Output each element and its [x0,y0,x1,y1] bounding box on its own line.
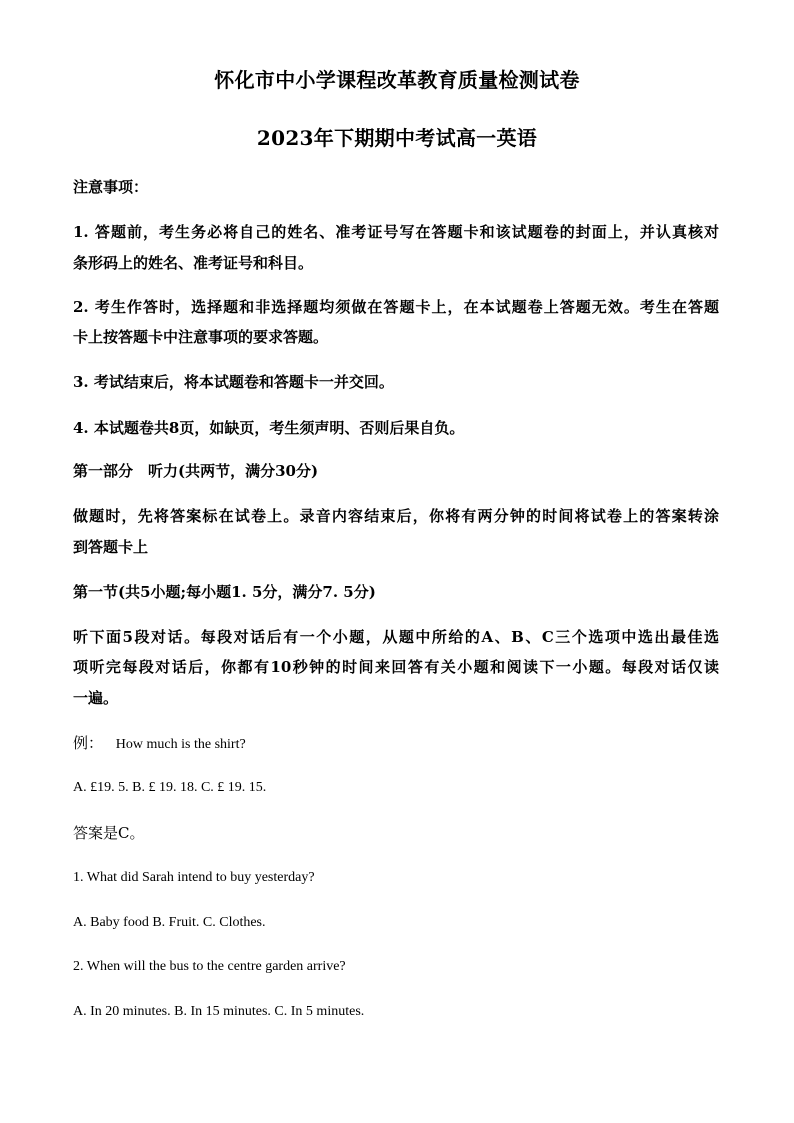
part1-instruction-line-2: 到答题卡上 [73,538,149,556]
example-line [73,733,723,755]
notice-item-4: 4. 本试题卷共8页，如缺页，考生须声明、否则后果自负。 [73,419,465,437]
part1-instruction-line-1: 做题时，先将答案标在试卷上。录音内容结束后，你将有两分钟的时间将试卷上的答案转涂 [73,507,719,525]
example-label: 例： [73,734,104,752]
exam-title: 怀化市中小学课程改革教育质量检测试卷 [214,68,580,92]
question-2: 2. When will the bus to the centre garden arrive? [73,959,346,974]
notice-item-3: 3. 考试结束后，将本试题卷和答题卡一并交回。 [73,373,394,391]
notice-item-2-line-2: 卡上按答题卡中注意事项的要求答题。 [73,328,329,346]
section1-instruction-line-2: 项听完每段对话后，你都有10秒钟的时间来回答有关小题和阅读下一小题。每段对话仅读 [73,658,719,676]
section1-instruction-line-3: 一遍。 [73,689,119,707]
example-question: How much is the shirt? [115,737,246,752]
notice-item-1-line-2: 条形码上的姓名、准考证号和科目。 [73,254,314,272]
example-answer: 答案是C。 [73,824,145,842]
part1-heading: 第一部分 听力(共两节，满分30分) [73,462,319,480]
notice-heading: 注意事项： [73,178,149,196]
example-options: A. £19. 5. B. £ 19. 18. C. £ 19. 15. [73,780,267,795]
section1-instruction-line-1: 听下面5段对话。每段对话后有一个小题，从题中所给的A、B、C三个选项中选出最佳选 [73,628,719,646]
notice-item-2-line-1: 2. 考生作答时，选择题和非选择题均须做在答题卡上，在本试题卷上答题无效。考生在答题 [73,298,719,316]
section1-heading: 第一节(共5小题;每小题1. 5分，满分7. 5分) [73,583,376,601]
exam-subtitle: 2023年下期期中考试高一英语 [256,126,538,150]
question-1: 1. What did Sarah intend to buy yesterday? [73,870,315,885]
question-2-options: A. In 20 minutes. B. In 15 minutes. C. In 5 minutes. [73,1004,365,1019]
question-1-options: A. Baby food B. Fruit. C. Clothes. [73,915,266,930]
notice-item-1-line-1: 1. 答题前，考生务必将自己的姓名、准考证号写在答题卡和该试题卷的封面上，并认真核对 [73,223,719,241]
